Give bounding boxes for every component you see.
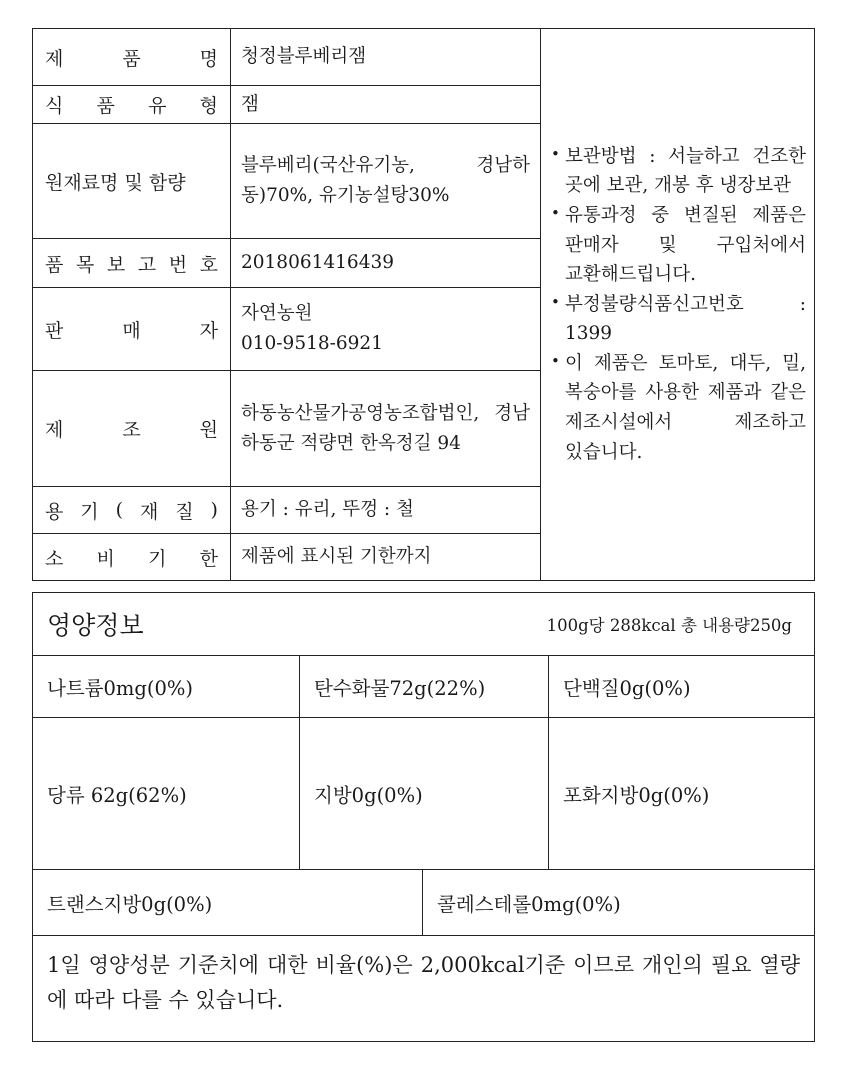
label-char: 기 <box>80 500 99 523</box>
label-char: ) <box>210 499 218 521</box>
value-container-material: 용기 : 유리, 뚜껑 : 철 <box>230 486 540 533</box>
label-char: 유 <box>148 95 167 117</box>
label-char: 소 <box>45 547 64 570</box>
nutrient-sugars: 당류 62g(62%) <box>33 717 299 869</box>
value-food-type: 잼 <box>230 85 540 123</box>
note-allergen: • 이 제품은 토마토, 대두, 밀, 복숭아를 사용한 제품과 같은 제조시설에서 제조하고 있습니다. <box>551 349 806 467</box>
label-char: 제 <box>45 419 64 441</box>
value-product-name: 청정블루베리잼 <box>230 29 540 85</box>
label-char: 매 <box>122 319 141 342</box>
value-seller <box>230 287 540 370</box>
label-char: 비 <box>96 547 115 570</box>
label-food-type <box>33 85 230 123</box>
storage-notes <box>540 29 816 580</box>
label-expiry <box>33 533 230 580</box>
label-char: 목 <box>75 253 95 276</box>
nutrient-carbohydrate: 탄수화물72g(22%) <box>299 655 548 717</box>
label-char: 한 <box>199 547 218 570</box>
nutrient-protein: 단백질0g(0%) <box>548 655 814 717</box>
label-char: ( <box>115 499 124 521</box>
label-container-material <box>33 486 230 533</box>
product-info-table <box>32 28 815 581</box>
label-char: 판 <box>45 319 64 342</box>
label-manufacturer <box>33 370 230 486</box>
label-char: 형 <box>199 95 218 117</box>
note-storage: • 보관방법 : 서늘하고 건조한 곳에 보관, 개봉 후 냉장보관 <box>551 142 806 201</box>
label-report-number <box>33 238 230 287</box>
label-char: 자 <box>199 319 218 342</box>
label-char: 품 <box>45 253 64 276</box>
value-expiry: 제품에 표시된 기한까지 <box>230 533 540 580</box>
value-report-number: 2018061416439 <box>230 238 540 287</box>
label-char: 용 <box>45 500 64 523</box>
label-char: 보 <box>106 253 126 276</box>
nutrient-sodium: 나트륨0mg(0%) <box>33 655 299 717</box>
nutrition-panel <box>32 592 815 1042</box>
nutrition-header <box>33 593 814 655</box>
label-char: 기 <box>148 547 167 570</box>
value-ingredients: 블루베리(국산유기농, 경남하동)70%, 유기농설탕30% <box>230 123 540 238</box>
label-char: 조 <box>122 419 141 441</box>
label-char: 품 <box>96 95 115 117</box>
nutrient-fat: 지방0g(0%) <box>299 717 548 869</box>
nutrient-trans-fat: 트랜스지방0g(0%) <box>33 869 422 935</box>
label-char: 번 <box>168 253 188 276</box>
note-exchange: • 유통과정 중 변질된 제품은 판매자 및 구입처에서 교환해드립니다. <box>551 201 806 290</box>
label-char: 제 <box>45 47 64 70</box>
label-char: 원 <box>199 419 218 441</box>
value-manufacturer: 하동농산물가공영농조합법인, 경남 하동군 적량면 한옥정길 94 <box>230 370 540 486</box>
note-report-hotline: • 부정불량식품신고번호 : 1399 <box>551 290 806 349</box>
label-char: 식 <box>45 95 64 117</box>
nutrient-cholesterol: 콜레스테롤0mg(0%) <box>422 869 814 935</box>
label-seller <box>33 287 230 370</box>
label-char: 재 <box>139 500 159 523</box>
nutrition-footnote: 1일 영양성분 기준치에 대한 비율(%)은 2,000kcal기준 이므로 개인의 필요 열량에 따라 다를 수 있습니다. <box>33 935 814 1043</box>
label-char: 질 <box>175 500 194 523</box>
seller-name: 자연농원 <box>241 303 313 325</box>
label-char: 품 <box>122 47 141 70</box>
seller-phone: 010-9518-6921 <box>241 333 383 354</box>
nutrition-title: 영양정보 <box>47 611 144 640</box>
label-char: 고 <box>137 253 157 276</box>
label-char: 호 <box>199 253 218 276</box>
label-product-name <box>33 29 230 85</box>
nutrition-summary: 100g당 288kcal 총 내용량250g <box>546 616 792 635</box>
label-ingredients: 원재료명 및 함량 <box>33 123 230 238</box>
label-char: 명 <box>199 47 218 70</box>
nutrient-saturated-fat: 포화지방0g(0%) <box>548 717 814 869</box>
